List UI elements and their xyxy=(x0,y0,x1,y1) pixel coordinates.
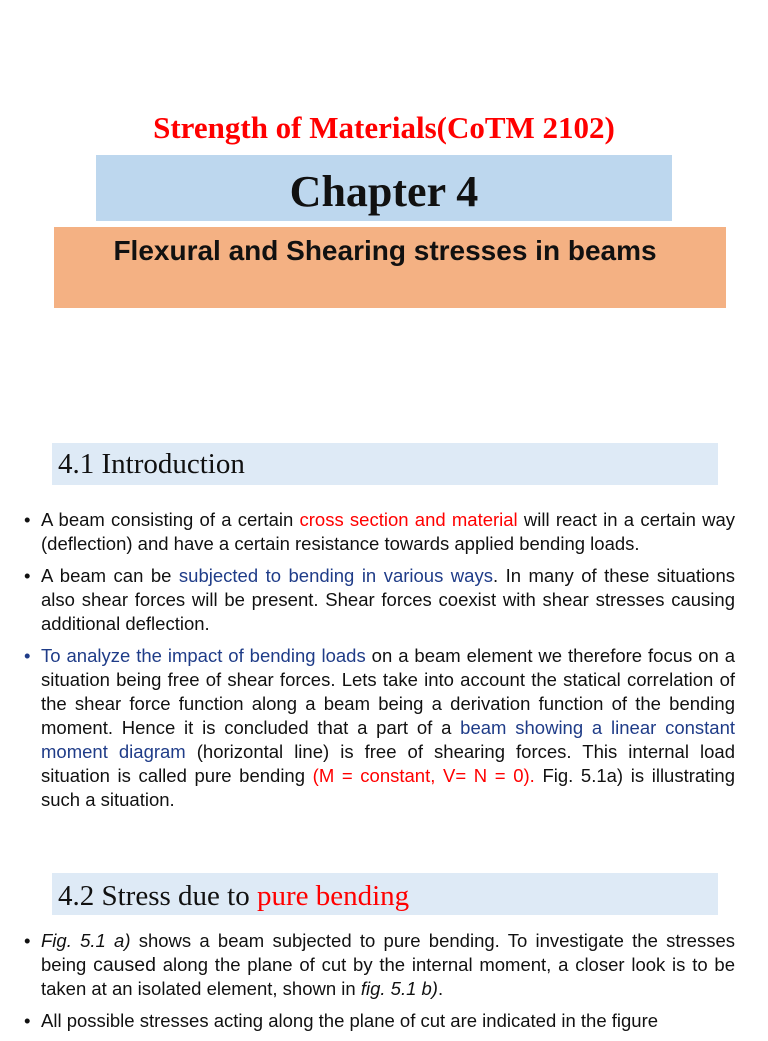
bullet-text: All possible stresses acting along the plane of cut are indicated in the figure xyxy=(41,1010,659,1031)
highlight-blue: beam showing a linear constant moment diagram xyxy=(41,717,736,762)
course-title: Strength of Materials(CoTM 2102) xyxy=(153,110,615,145)
chapter-subtitle: Flexural and Shearing stresses in beams xyxy=(113,235,657,266)
section-2-title xyxy=(58,878,409,914)
bullet-text: on a beam element we therefore focus on a situation being free of shear forces. Lets take into account the statical correlation of the shear force function along a beam being a derivation function of the bending moment. Hence it is concluded that a part of a xyxy=(41,645,735,738)
bullet-dot: • xyxy=(24,565,31,586)
section-1-bullets xyxy=(24,508,735,820)
bullet-text: . In many of these situations also shear forces will be present. Shear forces coexist with shear stresses causing additional deflection. xyxy=(41,565,736,634)
highlight-red: (M = constant, V= N = 0). xyxy=(312,765,535,786)
bullet-item xyxy=(24,508,735,556)
bullet-text: will react in a certain way (deflection) and have a certain resistance towards applied bending loads. xyxy=(41,509,735,554)
bullet-text: shows a beam subjected to pure bending. To investigate the stresses being xyxy=(41,930,735,975)
chapter-title: Chapter 4 xyxy=(289,167,479,216)
figure-reference: Fig. 5.1 a) xyxy=(41,930,131,951)
bullet-item xyxy=(24,564,735,636)
bullet-text: along the plane of cut by the internal moment, a closer look is to be taken at an isolated element, shown in xyxy=(41,954,736,999)
bullet-text: caused xyxy=(93,954,156,976)
highlight-blue: subjected to bending in various ways xyxy=(178,565,493,586)
bullet-dot: • xyxy=(24,645,31,666)
bullet-text: (horizontal line) is free of shearing forces. This internal load situation is called pure bending xyxy=(41,741,735,786)
section-2-bullets xyxy=(24,929,735,1041)
highlight-red: cross section and material xyxy=(299,509,518,530)
bullet-dot: • xyxy=(24,509,31,530)
bullet-item xyxy=(24,929,735,1001)
bullet-text: Fig. 5.1a) is illustrating such a situation. xyxy=(41,765,736,810)
highlight-blue: To analyze the impact of bending loads xyxy=(41,645,366,666)
bullet-dot: • xyxy=(24,1010,31,1031)
bullet-item xyxy=(24,644,735,812)
bullet-text: . xyxy=(437,978,444,999)
bullet-text: A beam consisting of a certain xyxy=(41,509,300,530)
bullet-dot: • xyxy=(24,930,31,951)
section-1-title: 4.1 Introduction xyxy=(58,448,245,480)
section-2-title-text: 4.2 Stress due to xyxy=(58,880,257,912)
bullet-item xyxy=(24,1009,735,1033)
section-2-title-highlight: pure bending xyxy=(256,880,410,912)
bullet-text: A beam can be xyxy=(41,565,179,586)
figure-reference: fig. 5.1 b) xyxy=(360,978,438,999)
